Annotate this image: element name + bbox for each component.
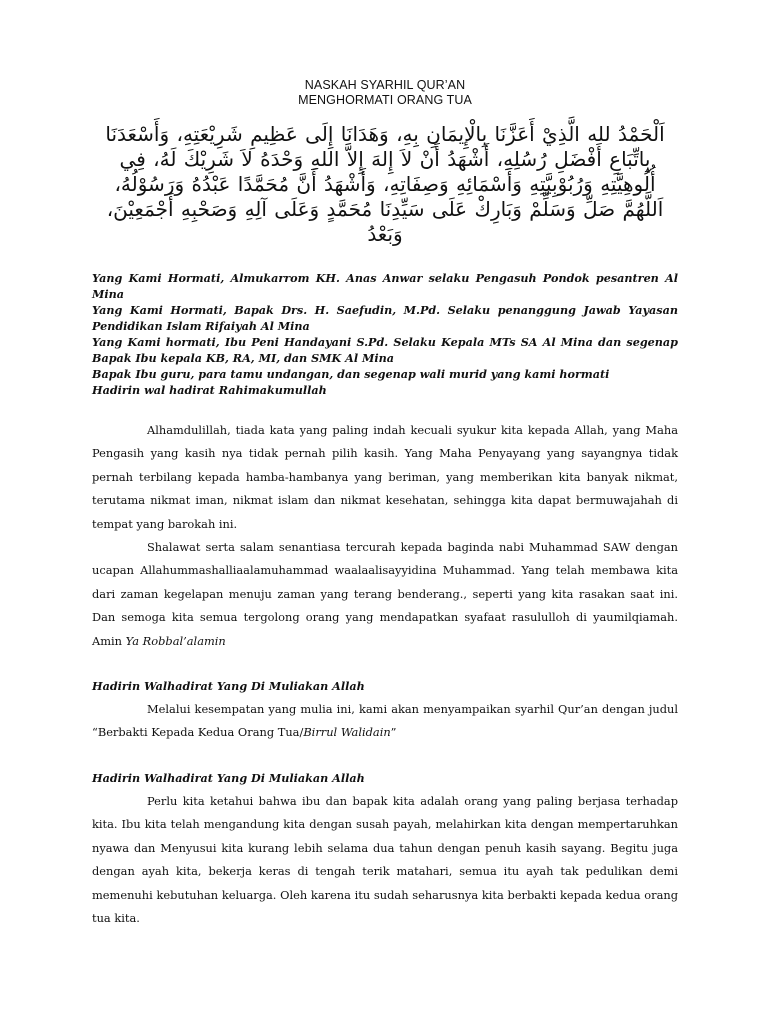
paragraph-title-intro-end: ”: [390, 725, 397, 740]
paragraph-shalawat: [92, 536, 678, 653]
greeting-line: Yang Kami Hormati, Almukarrom KH. Anas Anwar selaku Pengasuh Pondok pesantren Al Mina: [92, 271, 678, 301]
title-line-1: NASKAH SYARHIL QUR’AN: [304, 78, 466, 92]
paragraph-title-intro-text: Melalui kesempatan yang mulia ini, kami akan menyampaikan syarhil Qur’an dengan judul “Berbakti Kepada Kedua Orang Tua/: [92, 702, 678, 740]
greeting-line: Bapak Ibu guru, para tamu undangan, dan segenap wali murid yang kami hormati: [92, 367, 610, 381]
section-heading: Hadirin Walhadirat Yang Di Muliakan Allah: [92, 679, 365, 694]
greeting-line: Yang Kami hormati, Ibu Peni Handayani S.Pd. Selaku Kepala MTs SA Al Mina dan segenap Bapak Ibu kepala KB, RA, MI, dan SMK Al Mina: [92, 335, 678, 365]
section-heading: Hadirin Walhadirat Yang Di Muliakan Allah: [92, 770, 365, 785]
greetings-block: [92, 270, 678, 398]
parents-section: [92, 790, 678, 930]
opening-section: [92, 419, 678, 653]
paragraph-shalawat-closing: Ya Robbal’alamin: [125, 633, 226, 648]
paragraph-praise: Alhamdulillah, tiada kata yang paling indah kecuali syukur kita kepada Allah, yang Maha Pengasih yang kasih nya tidak pernah pilih kasih. Yang Maha Penyayang yang sayangnya tidak pernah terbilang kepada hamba-hambanya yang beriman, yang memberikan kita banyak nikmat, terutama nikmat iman, nikmat islam dan nikmat kesehatan, sehingga kita dapat bermuwajahah di tempat yang barokah ini.: [92, 423, 678, 531]
greeting-line: Yang Kami Hormati, Bapak Drs. H. Saefudin, M.Pd. Selaku penanggung Jawab Yayasan Pendidikan Islam Rifaiyah Al Mina: [92, 303, 678, 333]
paragraph-parents: Perlu kita ketahui bahwa ibu dan bapak kita adalah orang yang paling berjasa terhadap kita. Ibu kita telah mengandung kita dengan susah payah, melahirkan kita dengan mempertaruhkan nyawa dan Menyusui kita kurang lebih selama dua tahun dengan penuh kasih sayang. Begitu juga dengan ayah kita, bekerja keras di tengah terik matahari, semua itu ayah tak pedulikan demi memenuhi kebutuhan keluarga. Oleh karena itu sudah seharusnya kita berbakti kepada kedua orang tua kita.: [92, 793, 678, 925]
arabic-opening-prayer: اَلْحَمْدُ لله الَّذِيْ أَعَزَّنَا بِالْإِيمَانِ بِهِ، وَهَدَانَا إِلَى عَظِيمِ شَرِيْعَتِهِ، وَأَسْعَدَنَا بِاتِّبَاعِ أَفْضَلِ رُسُلِهِ، أَشْهَدُ أَنْ لاَ إِلهَ إِلاَّ اللهِ وَحْدَهُ لاَ شَرِيْكَ لَهُ، فِي أُلُوهِيَّتِهِ وَرُبُوْبِيَّتِهِ وَأَسْمَائِهِ وَصِفَاتِهِ، وَأَشْهَدُ أَنَّ مُحَمَّدًا عَبْدُهُ وَرَسُوْلُهُ، اَللَّهُمَّ صَلِّ وَسَلِّمْ وَبَارِكْ عَلَى سَيِّدِنَا مُحَمَّدٍ وَعَلَى آلِهِ وَصَحْبِهِ أَجْمَعِيْنَ، وَبَعْدُ: [105, 122, 665, 246]
title-line-2: MENGHORMATI ORANG TUA: [298, 93, 472, 107]
paragraph-title-intro: [92, 698, 678, 745]
document-title: [92, 78, 678, 108]
greeting-line: Hadirin wal hadirat Rahimakumullah: [92, 383, 327, 397]
document-page: [92, 78, 678, 930]
intro-section: [92, 698, 678, 745]
paragraph-shalawat-text: Shalawat serta salam senantiasa tercurah kepada baginda nabi Muhammad SAW dengan ucapan Allahummashalliaalamuhammad waalaalisayyidina Muhammad. Yang telah membawa kita dari zaman kegelapan menuju zaman yang terang benderang., seperti yang kita rasakan saat ini. Dan semoga kita semua tergolong orang yang mendapatkan syafaat rasululloh di yaumilqiamah. Amin: [92, 540, 678, 648]
paragraph-title-intro-italic: Birrul Walidain: [303, 725, 391, 740]
